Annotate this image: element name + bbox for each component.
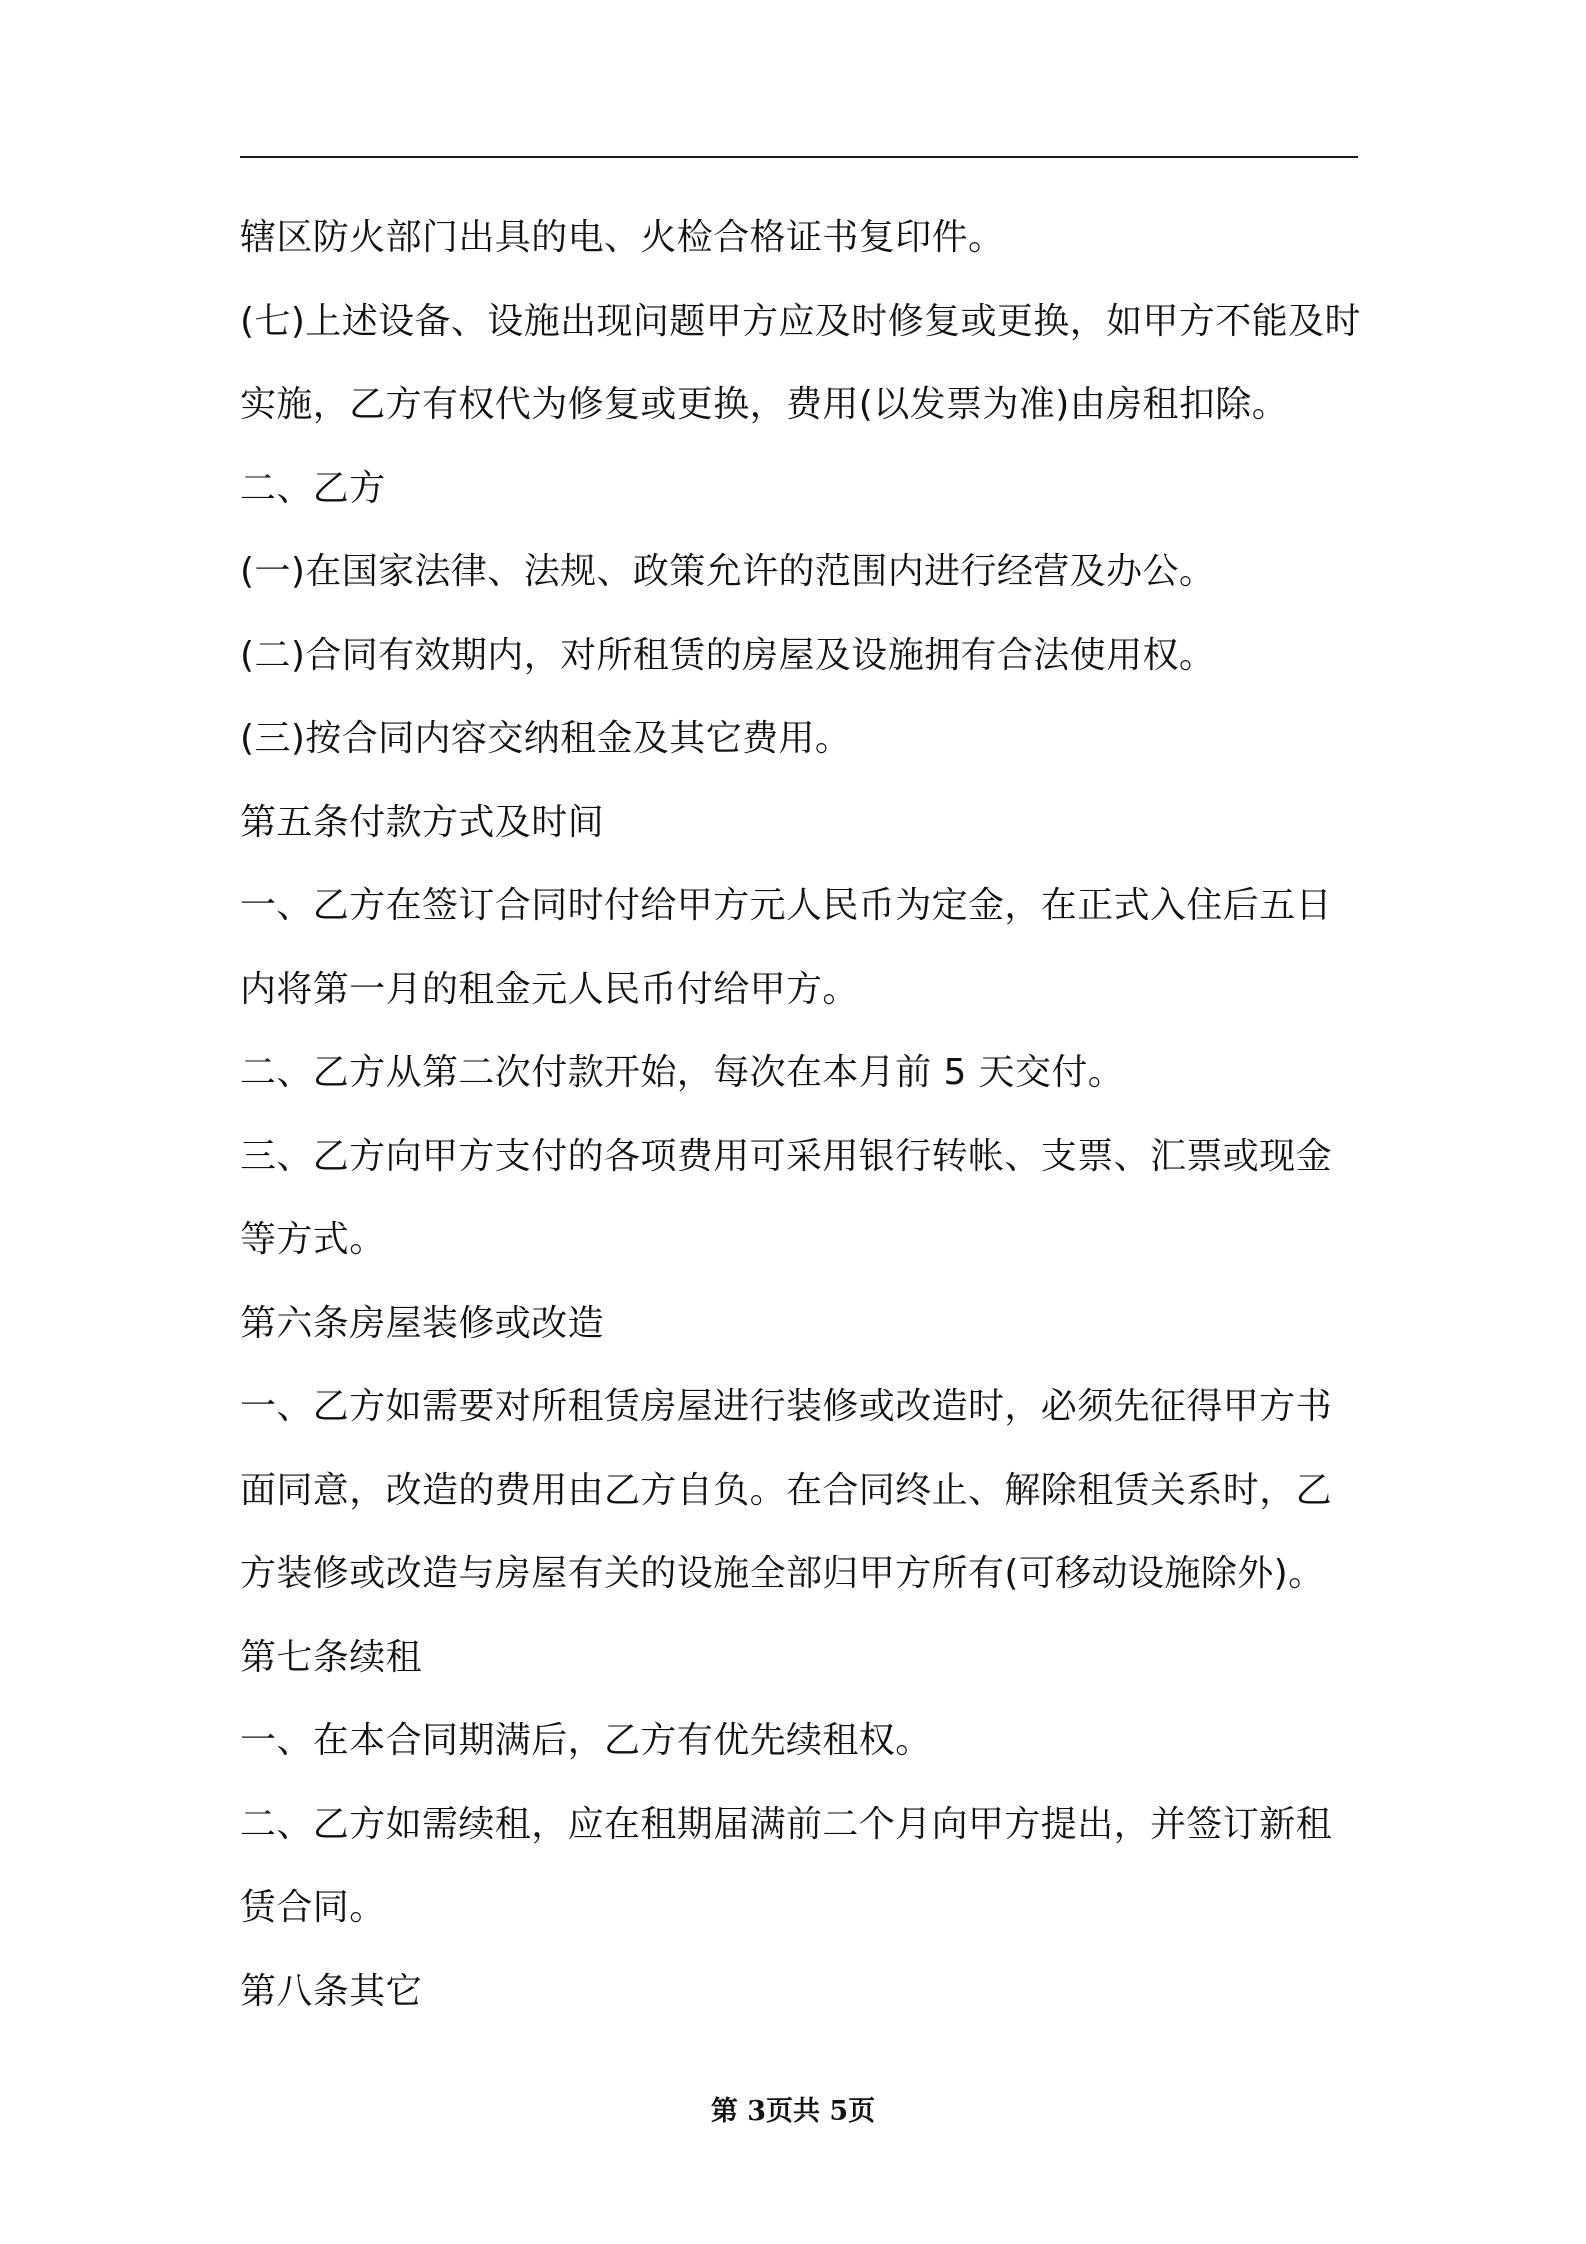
paragraph-renewal-notice: 二、乙方如需续租，应在租期届满前二个月向甲方提出，并签订新租赁合同。 <box>240 1803 1333 1928</box>
paragraph-usage-right: (二)合同有效期内，对所租赁的房屋及设施拥有合法使用权。 <box>240 634 1216 676</box>
paragraph-payment-schedule: 二、乙方从第二次付款开始，每次在本月前 5 天交付。 <box>240 1052 1125 1093</box>
paragraph-renewal-priority: 一、在本合同期满后，乙方有优先续租权。 <box>240 1720 932 1761</box>
article-5-heading: 第五条付款方式及时间 <box>240 801 605 843</box>
paragraph-renovation: 一、乙方如需要对所租赁房屋进行装修或改造时，必须先征得甲方书面同意，改造的费用由乙方自负。在合同终止、解除租赁关系时，乙方装修或改造与房屋有关的设施全部归甲方所有(可移动设施除外)。 <box>240 1386 1333 1594</box>
paragraph-payment-methods: 三、乙方向甲方支付的各项费用可采用银行转帐、支票、汇票或现金等方式。 <box>240 1135 1333 1260</box>
article-8-heading: 第八条其它 <box>240 1970 423 2012</box>
page-number: 第 3页共 5页 <box>710 2096 876 2127</box>
header-rule <box>240 156 1358 158</box>
paragraph-business-scope: (一)在国家法律、法规、政策允许的范围内进行经营及办公。 <box>240 551 1216 592</box>
paragraph-rent-payment: (三)按合同内容交纳租金及其它费用。 <box>240 718 852 759</box>
paragraph-deposit: 一、乙方在签订合同时付给甲方元人民币为定金，在正式入住后五日内将第一月的租金元人民币付给甲方。 <box>240 885 1333 1010</box>
section-party-b: 二、乙方 <box>240 467 386 509</box>
document-body <box>240 196 1365 2033</box>
paragraph-fire-certificate: 辖区防火部门出具的电、火检合格证书复印件。 <box>240 217 1005 258</box>
paragraph-repair-clause: (七)上述设备、设施出现问题甲方应及时修复或更换，如甲方不能及时实施，乙方有权代为修复或更换，费用(以发票为准)由房租扣除。 <box>240 300 1361 425</box>
article-7-heading: 第七条续租 <box>240 1636 423 1678</box>
article-6-heading: 第六条房屋装修或改造 <box>240 1302 605 1344</box>
